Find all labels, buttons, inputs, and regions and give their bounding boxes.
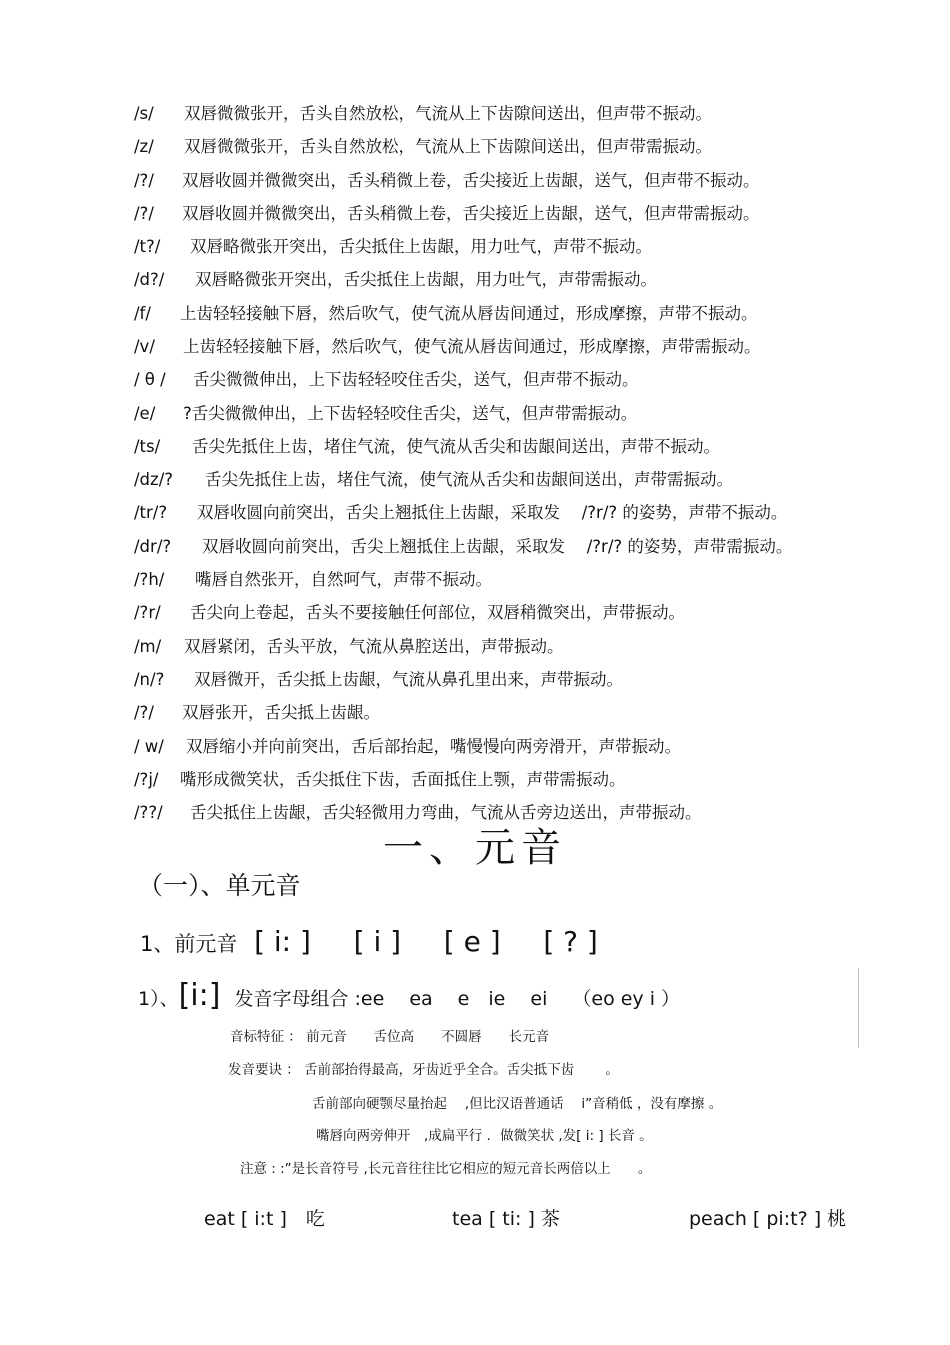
phonetic-symbol: /dr/? [134, 537, 172, 556]
consonant-row [134, 401, 638, 427]
consonant-row [134, 134, 712, 160]
pronunciation-description: 双唇略微张开突出，舌尖抵住上齿龈，用力吐气，声带需振动。 [195, 270, 657, 289]
note-attention: 注意 : :”是长音符号 ,长元音往往比它相应的短元音长两倍以上 。 [240, 1161, 652, 1177]
phonetic-symbol: /f/ [134, 304, 151, 323]
phonetic-symbol: /e/ [134, 404, 156, 423]
phonetic-symbol: / w/ [134, 737, 164, 756]
subsection-title: （一）、单元音 [138, 871, 301, 900]
consonant-row [134, 234, 652, 260]
pronunciation-description: 双唇张开，舌尖抵上齿龈。 [182, 703, 380, 722]
pronunciation-description: 上齿轻轻接触下唇，然后吹气，使气流从唇齿间通过，形成摩擦，声带需振动。 [183, 337, 761, 356]
pronunciation-description: 舌尖抵住上齿龈，舌尖轻微用力弯曲，气流从舌旁边送出，声带振动。 [190, 803, 702, 822]
phonetic-symbol: /dz/? [134, 470, 174, 489]
pronunciation-description: 双唇缩小并向前突出，舌后部抬起，嘴慢慢向两旁滑开，声带振动。 [186, 737, 681, 756]
pronunciation-description: 双唇紧闭，舌头平放，气流从鼻腔送出，声带振动。 [184, 637, 564, 656]
pronunciation-description: 双唇收圆向前突出，舌尖上翘抵住上齿龈，采取发 /?r/? 的姿势，声带不振动。 [197, 503, 788, 522]
consonant-row [134, 101, 712, 127]
phoneme: [ e ] [443, 925, 501, 958]
phonetic-symbol: /?h/ [134, 570, 165, 589]
front-vowels-label: 1、前元音 [140, 932, 238, 956]
phonetic-symbol: /tr/? [134, 503, 168, 522]
margin-rule [858, 968, 859, 1048]
consonant-row [134, 567, 492, 593]
pronunciation-description: 嘴唇自然张开，自然呵气，声带不振动。 [195, 570, 492, 589]
phonetic-symbol: /t?/ [134, 237, 161, 256]
consonant-row [134, 334, 761, 360]
pronunciation-description: 双唇略微张开突出，舌尖抵住上齿龈，用力吐气，声带不振动。 [190, 237, 652, 256]
phonetic-symbol: / θ / [134, 370, 166, 389]
phonetic-symbol: /?/ [134, 171, 154, 190]
phonetic-symbol: /m/ [134, 637, 162, 656]
consonant-row [134, 734, 681, 760]
item1-text: 发音字母组合 :ee ea e ie ei （eo ey i ） [234, 988, 681, 1010]
consonant-row [134, 534, 793, 560]
phoneme: [ i ] [353, 925, 402, 958]
front-vowels-heading [140, 922, 634, 964]
phonetic-symbol: /?j/ [134, 770, 159, 789]
section-title: 一、元音 [383, 825, 567, 871]
pronunciation-description: 舌尖向上卷起，舌头不要接触任何部位，双唇稍微突出，声带振动。 [190, 603, 685, 622]
consonant-row [134, 467, 733, 493]
phonetic-symbol: /?/ [134, 703, 154, 722]
phonetic-symbol: /n/? [134, 670, 165, 689]
consonant-row [134, 301, 758, 327]
pronunciation-description: 双唇收圆并微微突出，舌头稍微上卷，舌尖接近上齿龈，送气，但声带不振动。 [182, 171, 760, 190]
phonetic-symbol: /ts/ [134, 437, 161, 456]
item1-prefix: 1）、 [138, 988, 179, 1010]
pronunciation-description: 双唇微微张开，舌头自然放松，气流从上下齿隙间送出，但声带不振动。 [184, 104, 712, 123]
pronunciation-description: ?舌尖微微伸出，上下齿轻轻咬住舌尖，送气，但声带需振动。 [183, 404, 638, 423]
consonant-row [134, 367, 639, 393]
pronunciation-description: 双唇收圆向前突出，舌尖上翘抵住上齿龈，采取发 /?r/? 的姿势，声带需振动。 [202, 537, 793, 556]
consonant-row [134, 700, 380, 726]
pronunciation-description: 舌尖先抵住上齿，堵住气流，使气流从舌尖和齿龈间送出，声带需振动。 [205, 470, 733, 489]
note-tips-2: 舌前部向硬颚尽量抬起 ,但比汉语普通话 i”音稍低 ，没有摩擦 。 [312, 1096, 723, 1112]
pronunciation-description: 嘴形成微笑状，舌尖抵住下齿，舌面抵住上颚，声带需振动。 [180, 770, 626, 789]
phonetic-symbol: /s/ [134, 104, 154, 123]
consonant-row [134, 267, 657, 293]
pronunciation-description: 舌尖先抵住上齿，堵住气流，使气流从舌尖和齿龈间送出，声带不振动。 [192, 437, 720, 456]
note-tips-1: 发音要诀 ： 舌前部抬得最高，牙齿近乎全合。舌尖抵下齿 。 [228, 1062, 619, 1078]
consonant-row [134, 667, 623, 693]
pronunciation-description: 双唇收圆并微微突出，舌头稍微上卷，舌尖接近上齿龈，送气，但声带需振动。 [182, 204, 760, 223]
consonant-row [134, 634, 564, 660]
consonant-row [134, 201, 760, 227]
phonetic-symbol: /?/ [134, 204, 154, 223]
phonetic-symbol: /v/ [134, 337, 155, 356]
pronunciation-description: 双唇微微张开，舌头自然放松，气流从上下齿隙间送出，但声带需振动。 [184, 137, 712, 156]
example-word: eat [ i:t ] 吃 [204, 1208, 325, 1230]
consonant-row [134, 767, 626, 793]
phoneme: [ ? ] [543, 925, 598, 958]
phonetic-symbol: /?r/ [134, 603, 161, 622]
phonetic-symbol: /d?/ [134, 270, 165, 289]
pronunciation-description: 上齿轻轻接触下唇，然后吹气，使气流从唇齿间通过，形成摩擦，声带不振动。 [180, 304, 758, 323]
phonetic-symbol: /??/ [134, 803, 163, 822]
note-feature: 音标特征 ： 前元音 舌位高 不圆唇 长元音 [230, 1029, 550, 1045]
consonant-row [134, 600, 685, 626]
pronunciation-description: 舌尖微微伸出，上下齿轻轻咬住舌尖，送气，但声带不振动。 [193, 370, 639, 389]
example-word: peach [ pi:t? ] 桃 [689, 1208, 847, 1230]
phoneme: [ i: ] [254, 925, 311, 958]
consonant-row [134, 434, 720, 460]
consonant-row [134, 168, 760, 194]
item1-heading [138, 976, 680, 1019]
note-tips-3: 嘴唇向两旁伸开 ,成扁平行 ．做微笑状 ,发[ i: ] 长音 。 [316, 1128, 653, 1144]
consonant-row [134, 500, 788, 526]
example-word: tea [ ti: ] 茶 [452, 1208, 560, 1230]
phonetic-symbol: /z/ [134, 137, 154, 156]
item1-phoneme: [i:] [178, 978, 221, 1013]
pronunciation-description: 双唇微开，舌尖抵上齿龈，气流从鼻孔里出来，声带振动。 [194, 670, 623, 689]
